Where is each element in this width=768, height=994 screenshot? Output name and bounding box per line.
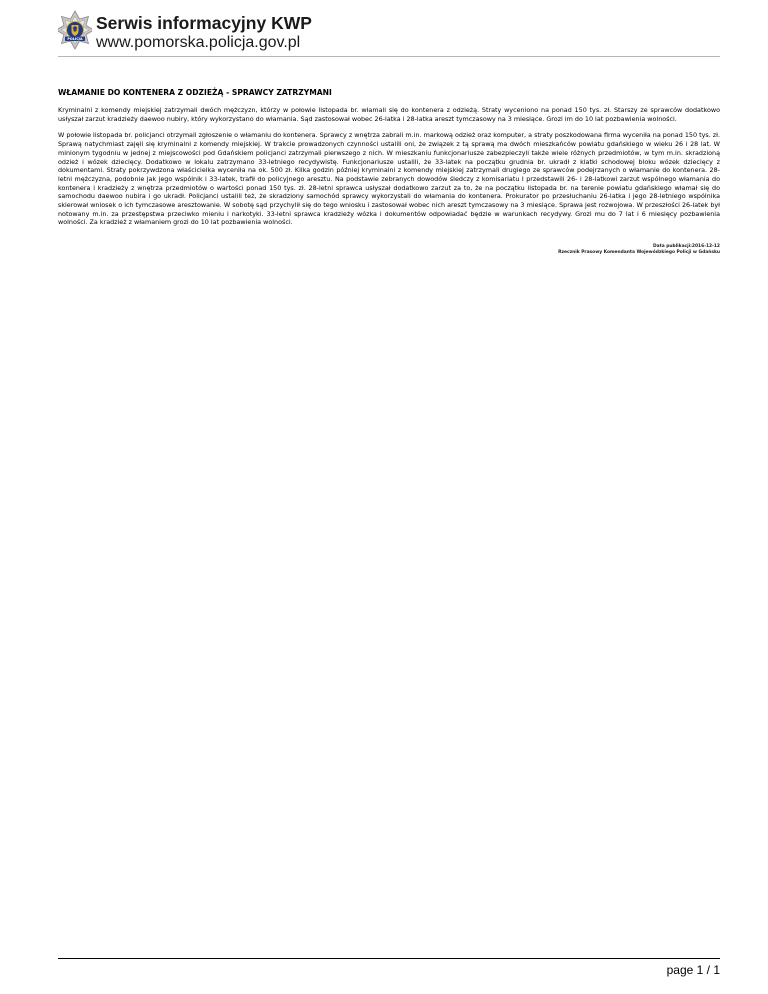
badge-label: POLICJA [67, 37, 83, 42]
article-title: WŁAMANIE DO KONTENERA Z ODZIEŻĄ - SPRAWCY ZATRZYMANI [58, 88, 332, 97]
header-divider [58, 56, 720, 57]
article-body-paragraph: W połowie listopada br. policjanci otrzymali zgłoszenie o włamaniu do kontenera. Sprawcy z wnętrza zabrali m.in. markową odzież oraz komputer, a straty poszkodowana firma wyceniła na ponad 150 tys. zł. Sprawą natychmiast zajęli się kryminalni z komendy miejskiej. W trakcie prowadzonych czynności ustalili oni, że związek z tą sprawą ma dwóch mieszkańców powiatu gdańskiego w wieku 26 i 28 lat. W minionym tygodniu w jednej z miejscowości pod Gdańskiem policjanci zatrzymali pierwszego z nich. W mieszkaniu funkcjonariusze zabezpieczyli także wiele różnych przedmiotów, w tym m.in. skradzioną odzież i wózek dziecięcy. Dodatkowo w lokalu zatrzymano 33-letniego recydywistę. Funkcjonariusze ustalili, że 33-latek na początku grudnia br. ukradł z klatki schodowej bloku wózek dziecięcy z dokumentami. Straty pokrzywdzona właścicielka wyceniła na ok. 500 zł. Kilka godzin później kryminalni z komendy miejskiej zatrzymali drugiego ze sprawców podejrzanych o włamanie do kontenera. 28-letni mężczyzna, podobnie jak jego wspólnik i 33-latek, trafił do policyjnego aresztu. Na podstawie zebranych dowodów śledczy z komisariatu I przedstawili 26- i 28-latkowi zarzut wspólnego włamania do kontenera i kradzieży z wnętrza przedmiotów o wartości ponad 150 tys. zł. 28-letni sprawca usłyszał dodatkowo zarzut za to, że na początku listopada br. na terenie powiatu gdańskiego włamał się do samochodu daewoo nubira i go ukradł. Policjanci ustalili też, że skradziony samochód sprawcy wykorzystali do włamania do kontenera. Prokurator po przesłuchaniu 26-latka i jego 28-letniego wspólnika skierował wniosek o ich tymczasowe aresztowanie. W sobotę sąd przychylił się do tego wniosku i zastosował wobec nich areszt tymczasowy na 3 miesiące. Sprawa jest rozwojowa. W przeszłości 26-latek był notowany m.in. za przestępstwa przeciwko mieniu i narkotyki. 33-letni sprawca kradzieży wózka i dokumentów odpowiadać będzie w warunkach recydywy. Grozi mu do 7 lat i 6 miesięcy pozbawienia wolności. Za kradzież z włamaniem grozi do 10 lat pozbawienia wolności. [58, 131, 720, 227]
publication-info [558, 244, 720, 256]
article [58, 88, 720, 235]
page-number: page 1 / 1 [666, 963, 720, 977]
police-star-badge-icon [58, 10, 92, 50]
footer-divider [58, 958, 720, 959]
publication-author: Rzecznik Prasowy Komendanta Wojewódzkiego Policji w Gdańsku [558, 250, 720, 255]
article-lead-paragraph: Kryminalni z komendy miejskiej zatrzymali dwóch mężczyzn, którzy w połowie listopada br. włamali się do kontenera z odzieżą. Straty wyceniono na ponad 150 tys. zł. Starszy ze sprawców dodatkowo usłyszał zarzut kradzieży daewoo nubiry, który wykorzystano do włamania. Sąd zastosował wobec 26-latka i 28-latka areszt tymczasowy na 3 miesiące. Grozi im do 10 lat pozbawienia wolności. [58, 106, 720, 123]
publication-date: Data publikacji:2016-12-12 [653, 244, 720, 249]
site-url[interactable]: www.pomorska.policja.gov.pl [96, 34, 301, 51]
site-title: Serwis informacyjny KWP [96, 13, 312, 33]
site-header [58, 10, 720, 54]
